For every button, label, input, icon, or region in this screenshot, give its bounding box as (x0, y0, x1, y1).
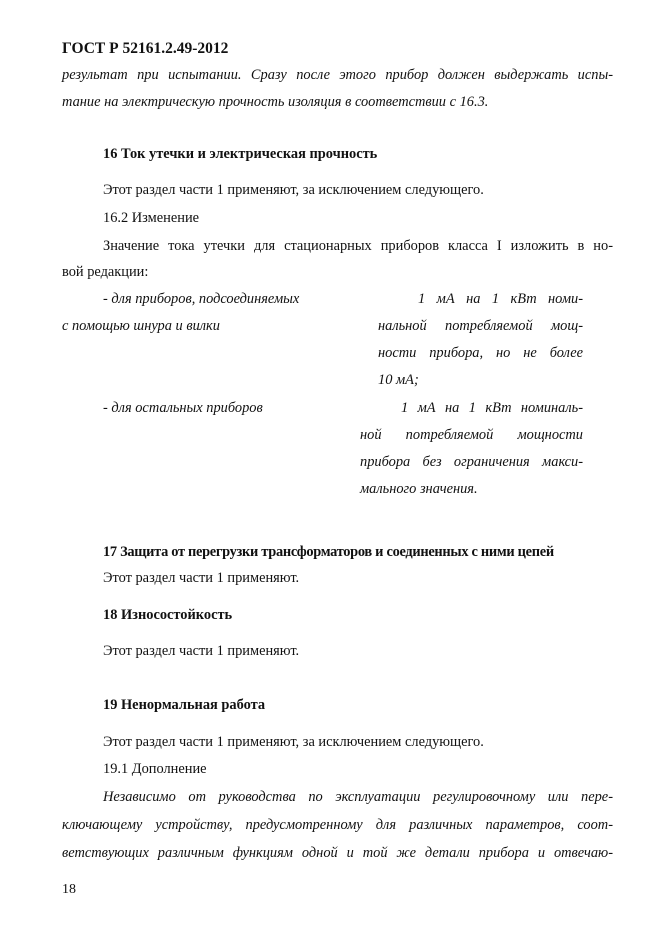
section-19-para-line3: ветствующих различным функциям одной и той же детали прибора и отвечаю- (62, 845, 613, 861)
subsection-19-1-title: 19.1 Дополнение (103, 761, 207, 777)
row1-right-line4: 10 мА; (378, 372, 419, 388)
section-18-heading: 18 Износостойкость (103, 607, 233, 623)
section-19-text: Этот раздел части 1 применяют, за исключением следующего. (103, 734, 484, 750)
section-17-text: Этот раздел части 1 применяют. (103, 570, 300, 586)
section-19-para-line2: ключающему устройству, предусмотренному для различных параметров, соот- (62, 817, 613, 833)
section-16-paragraph: Этот раздел части 1 применяют, за исключением следующего. (103, 182, 484, 198)
row2-right-line3: прибора без ограничения макси- (360, 454, 583, 470)
row1-right-line1: 1 мА на 1 кВт номи- (418, 291, 583, 307)
row2-right-line2: ной потребляемой мощности (360, 427, 583, 443)
section-16-heading: 16 Ток утечки и электрическая прочность (103, 146, 378, 162)
page-number: 18 (62, 882, 76, 897)
section-16-para2-line2: вой редакции: (62, 264, 149, 280)
intro-line-1: результат при испытании. Сразу после этого прибор должен выдержать испы- (62, 67, 613, 83)
section-18-text: Этот раздел части 1 применяют. (103, 643, 300, 659)
row1-left-line2: с помощью шнура и вилки (62, 318, 220, 334)
row2-right-line4: мального значения. (360, 481, 478, 497)
row1-right-line2: нальной потребляемой мощ- (378, 318, 583, 334)
section-16-para2-line1: Значение тока утечки для стационарных приборов класса I изложить в но- (103, 238, 613, 254)
section-19-para-line1: Независимо от руководства по эксплуатации регулировочному или пере- (103, 789, 613, 805)
section-19-heading: 19 Ненормальная работа (103, 697, 266, 713)
row1-right-line3: ности прибора, но не более (378, 345, 583, 361)
section-17-heading: 17 Защита от перегрузки трансформаторов и соединенных с ними цепей (103, 544, 554, 560)
row2-right-line1: 1 мА на 1 кВт номиналь- (401, 400, 583, 416)
intro-line-2: тание на электрическую прочность изоляция в соответствии с 16.3. (62, 94, 489, 110)
subsection-16-2-title: 16.2 Изменение (103, 210, 200, 226)
row2-left: - для остальных приборов (103, 400, 263, 416)
document-header: ГОСТ Р 52161.2.49-2012 (62, 40, 229, 57)
row1-left-line1: - для приборов, подсоединяемых (103, 291, 300, 307)
